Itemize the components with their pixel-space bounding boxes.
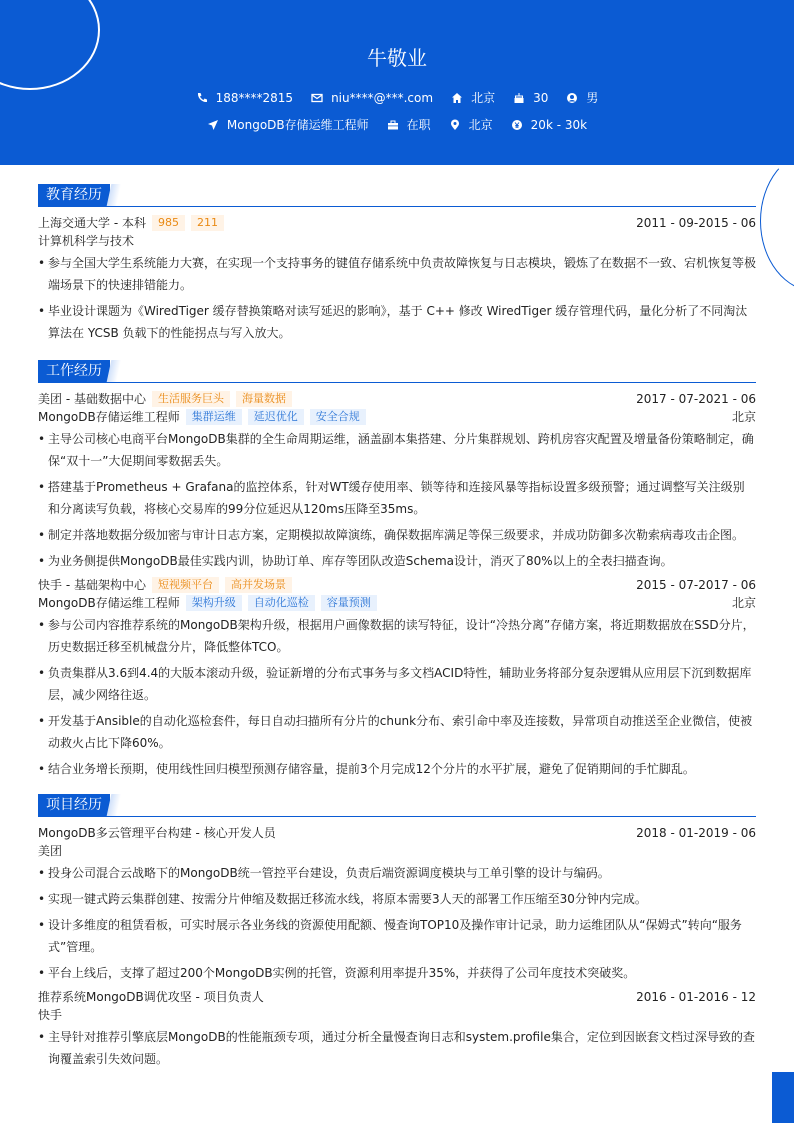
role-tag: 架构升级: [186, 595, 242, 611]
section-title: 工作经历: [38, 360, 110, 382]
role-tag: 安全合规: [310, 409, 366, 425]
job-role: MongoDB存储运维工程师: [38, 596, 180, 610]
decorative-arc: [760, 150, 794, 292]
email-text: niu****@***.com: [331, 90, 434, 105]
education-entry-header: [38, 214, 756, 232]
section-title: 教育经历: [38, 184, 110, 206]
job-entry: [38, 576, 756, 780]
role-tag: 集群运维: [186, 409, 242, 425]
job-city: 北京: [731, 410, 756, 424]
role-tag: 容量预测: [321, 595, 377, 611]
list-item: • 平台上线后，支撑了超过200个MongoDB实例的托管，资源利用率提升35%，并获得了公司年度技术突破奖。: [38, 962, 756, 984]
cake-icon: [513, 92, 525, 104]
job-bullets: [38, 428, 756, 572]
project-org: 快手: [38, 1008, 63, 1022]
job-city: 北京: [731, 596, 756, 610]
company-tag: 高并发场景: [225, 577, 292, 593]
major-text: 计算机科学与技术: [38, 234, 135, 248]
school-tag: 211: [191, 215, 224, 231]
phone-icon: [196, 92, 208, 104]
job-status-text: 在职: [406, 118, 431, 132]
school-name: 上海交通大学 - 本科: [38, 216, 146, 230]
residence-text: 北京: [471, 91, 496, 105]
project-bullets: [38, 1026, 756, 1070]
gender-text: 男: [586, 91, 599, 105]
list-item: • 结合业务增长预期，使用线性回归模型预测存储容量，提前3个月完成12个分片的水平扩展，避免了促销期间的手忙脚乱。: [38, 758, 756, 780]
gender-info: [566, 89, 598, 106]
project-org: 美团: [38, 844, 63, 858]
list-item: • 搭建基于Prometheus + Grafana的监控体系，针对WT缓存使用率、锁等待和连接风暴等指标设置多级预警；通过调整写关注级别和分离读写负载，将核心交易库的99分位延迟从120ms压降至35ms。: [38, 476, 756, 520]
candidate-name: 牛敬业: [367, 46, 427, 70]
age-info: [513, 89, 548, 106]
contact-row: [0, 89, 794, 106]
job-bullets: [38, 614, 756, 780]
company-name: 快手 - 基础架构中心: [38, 578, 146, 592]
target-position-info: [207, 116, 369, 133]
list-item: • 设计多维度的租赁看板，可实时展示各业务线的资源使用配额、慢查询TOP10及操作审计记录，助力运维团队从“保姆式”转向“服务式”管理。: [38, 914, 756, 958]
list-item: • 参与全国大学生系统能力大赛，在实现一个支持事务的键值存储系统中负责故障恢复与日志模块，锻炼了在数据不一致、宕机恢复等极端场景下的快速排错能力。: [38, 252, 756, 296]
work-section: [38, 360, 756, 784]
project-org-row: [38, 1006, 756, 1024]
email-info: [311, 89, 433, 106]
role-tag: 自动化巡检: [248, 595, 315, 611]
list-item: • 毕业设计课题为《WiredTiger 缓存替换策略对读写延迟的影响》，基于 C++ 修改 WiredTiger 缓存管理代码，量化分析了不同淘汰算法在 YCSB 负载下的性能拐点与写入放大。: [38, 300, 756, 344]
target-position-text: MongoDB存储运维工程师: [226, 118, 369, 132]
education-bullets: [38, 252, 756, 344]
list-item: • 主导公司核心电商平台MongoDB集群的全生命周期运维，涵盖副本集搭建、分片集群规划、跨机房容灾配置及增量备份策略制定，确保“双十一”大促期间零数据丢失。: [38, 428, 756, 472]
home-icon: [451, 92, 463, 104]
project-header: [38, 988, 756, 1006]
phone-info: [196, 89, 293, 106]
project-date: 2016 - 01-2016 - 12: [636, 990, 756, 1004]
list-item: • 主导针对推荐引擎底层MongoDB的性能瓶颈专项，通过分析全量慢查询日志和system.profile集合，定位到因嵌套文档过深导致的查询覆盖索引失效问题。: [38, 1026, 756, 1070]
section-title: 项目经历: [38, 794, 110, 816]
education-section: [38, 184, 756, 348]
section-header: [38, 794, 756, 817]
salary-icon: [511, 119, 523, 131]
target-city-info: [449, 116, 493, 133]
location-icon: [449, 119, 461, 131]
residence-info: [451, 89, 495, 106]
section-header: [38, 360, 756, 383]
company-name: 美团 - 基础数据中心: [38, 392, 146, 406]
project-org-row: [38, 842, 756, 860]
job-date: 2017 - 07-2021 - 06: [636, 392, 756, 406]
job-date: 2015 - 07-2017 - 06: [636, 578, 756, 592]
resume-header: [0, 0, 794, 165]
job-header: [38, 576, 756, 594]
age-text: 30: [533, 90, 549, 105]
role-tag: 延迟优化: [248, 409, 304, 425]
mail-icon: [311, 92, 323, 104]
company-tag: 海量数据: [236, 391, 292, 407]
briefcase-icon: [387, 119, 399, 131]
job-role: MongoDB存储运维工程师: [38, 410, 180, 424]
send-icon: [207, 119, 219, 131]
project-date: 2018 - 01-2019 - 06: [636, 826, 756, 840]
salary-info: [511, 116, 587, 133]
project-entry: [38, 988, 756, 1070]
project-bullets: [38, 862, 756, 984]
major: [38, 232, 756, 250]
company-tag: 生活服务巨头: [152, 391, 230, 407]
project-entry: [38, 824, 756, 984]
job-intent-row: [0, 116, 794, 133]
project-name: 推荐系统MongoDB调优攻坚 - 项目负责人: [38, 990, 264, 1004]
job-header: [38, 390, 756, 408]
list-item: • 开发基于Ansible的自动化巡检套件，每日自动扫描所有分片的chunk分布、索引命中率及连接数，异常项自动推送至企业微信，使被动救火占比下降60%。: [38, 710, 756, 754]
job-status-info: [387, 116, 431, 133]
job-role-row: [38, 594, 756, 612]
list-item: • 为业务侧提供MongoDB最佳实践内训，协助订单、库存等团队改造Schema设计，消灭了80%以上的全表扫描查询。: [38, 550, 756, 572]
education-date: 2011 - 09-2015 - 06: [636, 216, 756, 230]
list-item: • 参与公司内容推荐系统的MongoDB架构升级，根据用户画像数据的读写特征，设计“冷热分离”存储方案，将近期数据放在SSD分片，历史数据迁移至机械盘分片，降低整体TCO。: [38, 614, 756, 658]
salary-text: 20k - 30k: [530, 117, 588, 132]
list-item: • 投身公司混合云战略下的MongoDB统一管控平台建设，负责后端资源调度模块与工单引擎的设计与编码。: [38, 862, 756, 884]
phone-text: 188****2815: [215, 90, 294, 105]
target-city-text: 北京: [468, 118, 493, 132]
job-entry: [38, 390, 756, 572]
project-header: [38, 824, 756, 842]
company-tag: 短视频平台: [152, 577, 219, 593]
gender-icon: [566, 92, 578, 104]
project-name: MongoDB多云管理平台构建 - 核心开发人员: [38, 826, 276, 840]
projects-section: [38, 794, 756, 1074]
job-role-row: [38, 408, 756, 426]
list-item: • 负责集群从3.6到4.4的大版本滚动升级，验证新增的分布式事务与多文档ACID特性，辅助业务将部分复杂逻辑从应用层下沉到数据库层，减少网络往返。: [38, 662, 756, 706]
decorative-corner-block: [772, 1072, 794, 1123]
list-item: • 实现一键式跨云集群创建、按需分片伸缩及数据迁移流水线，将原本需要3人天的部署工作压缩至30分钟内完成。: [38, 888, 756, 910]
school-tag: 985: [152, 215, 185, 231]
list-item: • 制定并落地数据分级加密与审计日志方案，定期模拟故障演练，确保数据库满足等保三级要求，并成功防御多次勒索病毒攻击企图。: [38, 524, 756, 546]
section-header: [38, 184, 756, 207]
